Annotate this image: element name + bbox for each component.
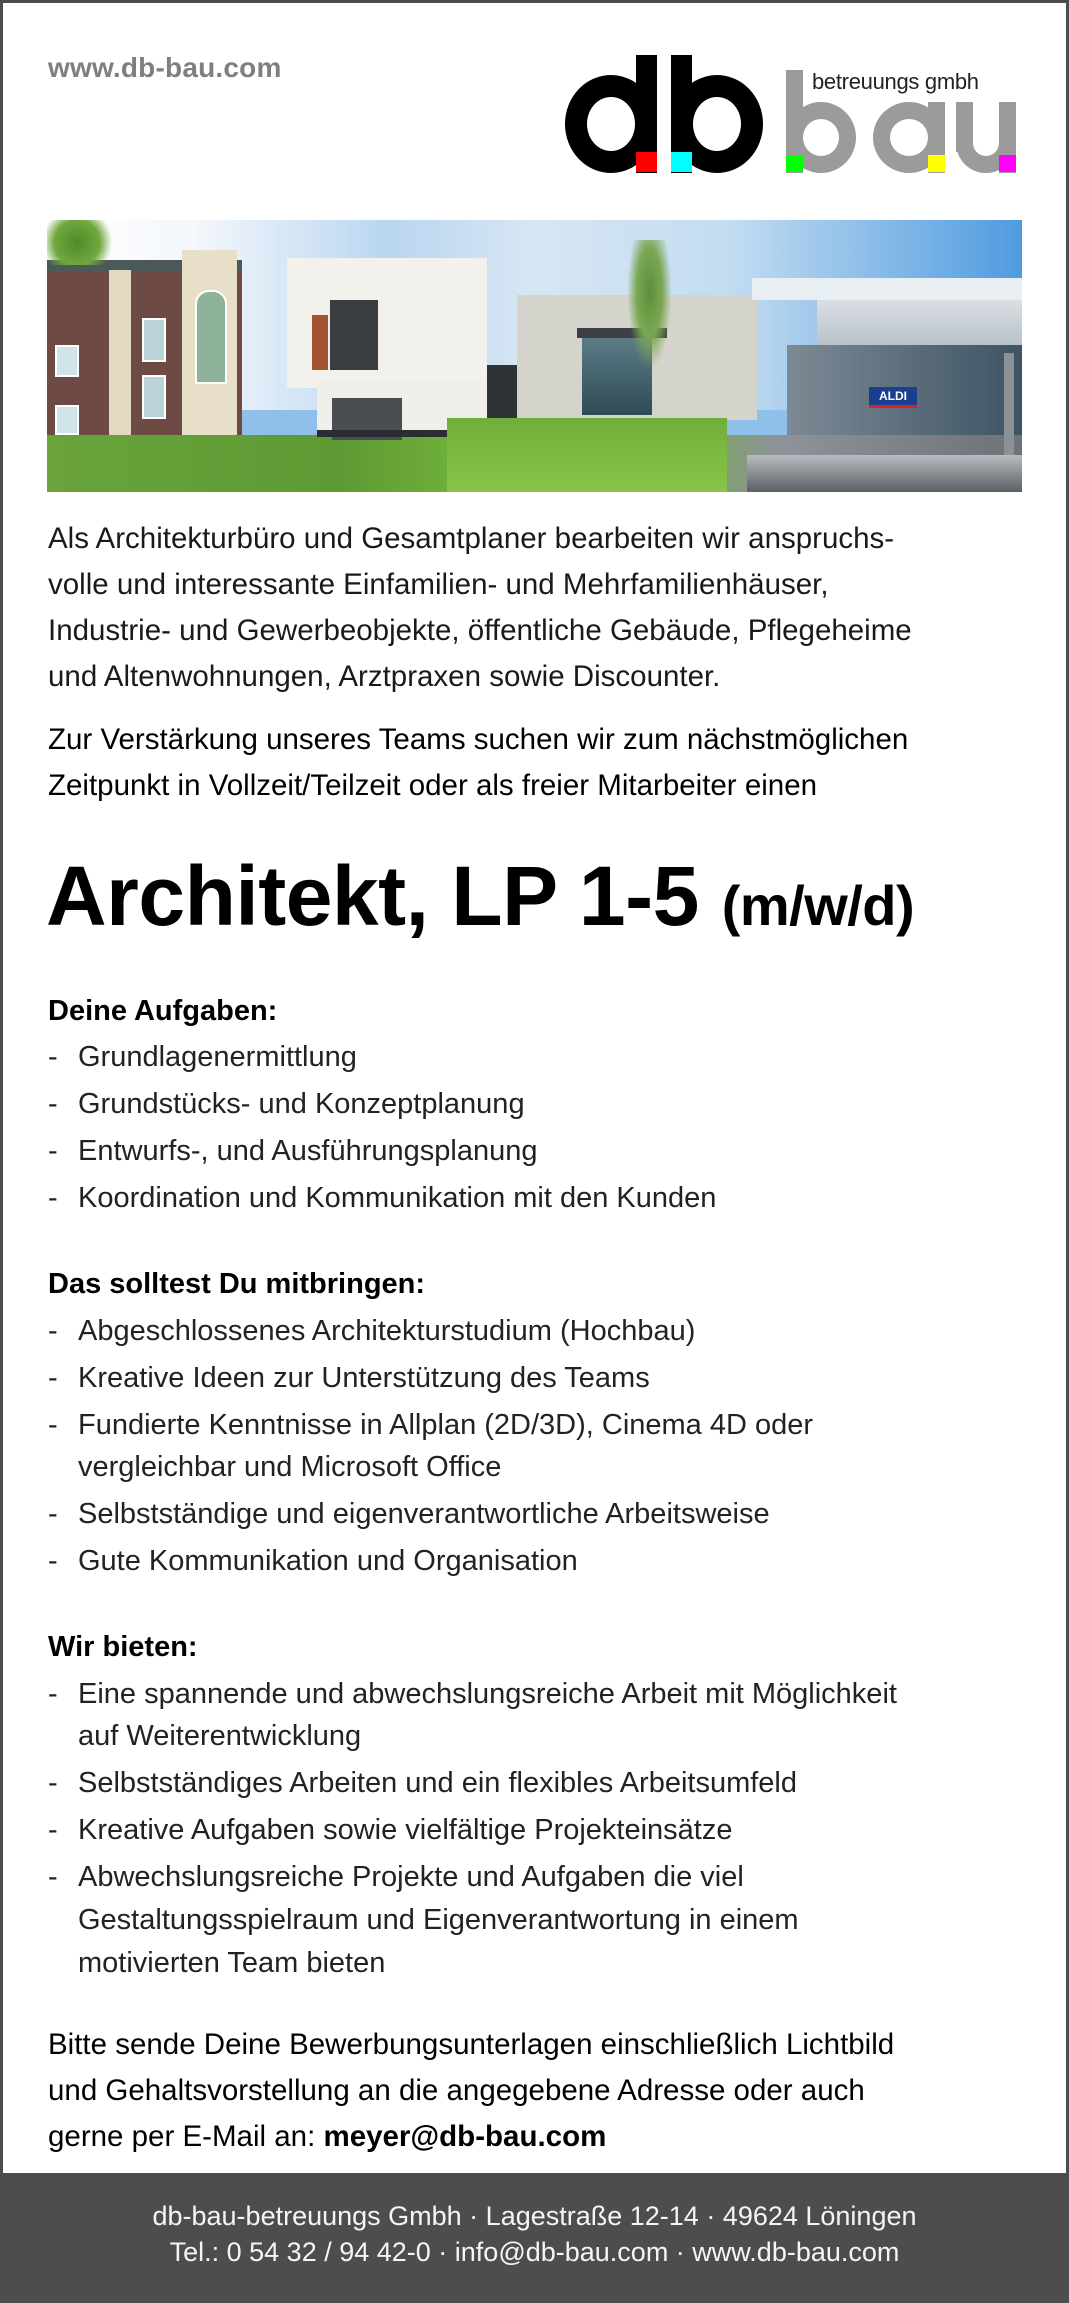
tree-top-left <box>47 220 122 265</box>
bullet-dash: - <box>48 1498 58 1530</box>
logo-magenta-square <box>999 155 1016 172</box>
list-item: Selbstständiges Arbeiten und ein flexibles Arbeitsumfeld <box>78 1767 797 1799</box>
closing-line-text: gerne per E-Mail an: <box>48 2120 324 2153</box>
aldi-pavement <box>747 455 1022 492</box>
aldi-column <box>1004 353 1014 458</box>
footer-contact: Tel.: 0 54 32 / 94 42-0 · info@db-bau.com · www.db-bau.com <box>169 2237 900 2267</box>
logo-green-square <box>786 155 803 172</box>
closing-line: Bitte sende Deine Bewerbungsunterlagen einschließlich Lichtbild <box>48 2028 895 2061</box>
job-title-main: Architekt, LP 1-5 <box>46 849 699 943</box>
website-url[interactable]: www.db-bau.com <box>48 52 282 83</box>
list-item: Abgeschlossenes Architekturstudium (Hochbau) <box>78 1315 696 1347</box>
search-line: Zeitpunkt in Vollzeit/Teilzeit oder als freier Mitarbeiter einen <box>48 769 818 802</box>
bullet-dash: - <box>48 1678 58 1710</box>
bullet-dash: - <box>48 1088 58 1120</box>
list-item-continuation: motivierten Team bieten <box>78 1947 386 1979</box>
list-item: Kreative Aufgaben sowie vielfältige Projekteinsätze <box>78 1814 733 1846</box>
list-item: Grundlagenermittlung <box>78 1041 357 1073</box>
intro-line: Industrie- und Gewerbeobjekte, öffentliche Gebäude, Pflegeheime <box>48 614 912 647</box>
closing-line <box>48 2114 606 2160</box>
logo-tagline: betreuungs gmbh <box>812 69 979 94</box>
list-item: Grundstücks- und Konzeptplanung <box>78 1088 525 1120</box>
bullet-dash: - <box>48 1135 58 1167</box>
list-item: Fundierte Kenntnisse in Allplan (2D/3D), Cinema 4D oder <box>78 1409 814 1441</box>
logo-yellow-square <box>928 155 945 172</box>
bullet-dash: - <box>48 1182 58 1214</box>
bullet-dash: - <box>48 1362 58 1394</box>
job-title <box>46 848 914 945</box>
white-house-brick-panel <box>312 315 328 370</box>
list-item: Kreative Ideen zur Unterstützung des Teams <box>78 1362 650 1394</box>
job-title-suffix: (m/w/d) <box>721 874 915 937</box>
list-item: Selbstständige und eigenverantwortliche Arbeitsweise <box>78 1498 770 1530</box>
aldi-sign-text: ALDI <box>879 389 907 403</box>
section-heading: Deine Aufgaben: <box>48 995 278 1027</box>
office-lawn <box>447 418 727 492</box>
company-logo <box>560 50 1030 180</box>
aldi-roof <box>817 300 1022 345</box>
list-item-continuation: Gestaltungsspielraum und Eigenverantwortung in einem <box>78 1904 799 1936</box>
intro-line: volle und interessante Einfamilien- und Mehrfamilienhäuser, <box>48 568 829 601</box>
brick-window <box>142 318 166 362</box>
bullet-dash: - <box>48 1041 58 1073</box>
list-item: Gute Kommunikation und Organisation <box>78 1545 578 1577</box>
footer <box>0 2173 1069 2303</box>
white-house-window <box>330 300 378 370</box>
hero-image <box>47 220 1022 492</box>
aldi-sign <box>869 387 917 405</box>
logo-cyan-square <box>671 152 692 172</box>
footer-address: db-bau-betreuungs Gmbh · Lagestraße 12-14 · 49624 Löningen <box>152 2201 917 2231</box>
section-heading: Das solltest Du mitbringen: <box>48 1268 426 1300</box>
brick-arch-window <box>195 290 227 384</box>
office-tree <box>627 240 672 370</box>
search-line: Zur Verstärkung unseres Teams suchen wir zum nächstmöglichen <box>48 723 909 756</box>
bullet-dash: - <box>48 1814 58 1846</box>
brick-window <box>55 345 79 377</box>
aldi-sign-stripe <box>869 405 917 408</box>
list-item: Entwurfs-, und Ausführungsplanung <box>78 1135 538 1167</box>
contact-email[interactable]: meyer@db-bau.com <box>323 2120 607 2153</box>
intro-line: und Altenwohnungen, Arztpraxen sowie Discounter. <box>48 660 721 693</box>
bullet-dash: - <box>48 1545 58 1577</box>
list-item-continuation: auf Weiterentwicklung <box>78 1720 362 1752</box>
closing-line: und Gehaltsvorstellung an die angegebene Adresse oder auch <box>48 2074 865 2107</box>
intro-line: Als Architekturbüro und Gesamtplaner bearbeiten wir anspruchs- <box>48 522 895 555</box>
brick-window <box>55 405 79 435</box>
brick-window <box>142 375 166 419</box>
section-heading: Wir bieten: <box>48 1631 198 1663</box>
list-item: Eine spannende und abwechslungsreiche Arbeit mit Möglichkeit <box>78 1678 897 1710</box>
bullet-dash: - <box>48 1315 58 1347</box>
bullet-dash: - <box>48 1861 58 1893</box>
logo-red-square <box>636 152 657 172</box>
list-item-continuation: vergleichbar und Microsoft Office <box>78 1451 502 1483</box>
bullet-dash: - <box>48 1767 58 1799</box>
brick-pilaster <box>109 270 131 435</box>
aldi-roof-top <box>752 278 1022 300</box>
list-item: Abwechslungsreiche Projekte und Aufgaben die viel <box>78 1861 744 1893</box>
bullet-dash: - <box>48 1409 58 1441</box>
list-item: Koordination und Kommunikation mit den Kunden <box>78 1182 717 1214</box>
